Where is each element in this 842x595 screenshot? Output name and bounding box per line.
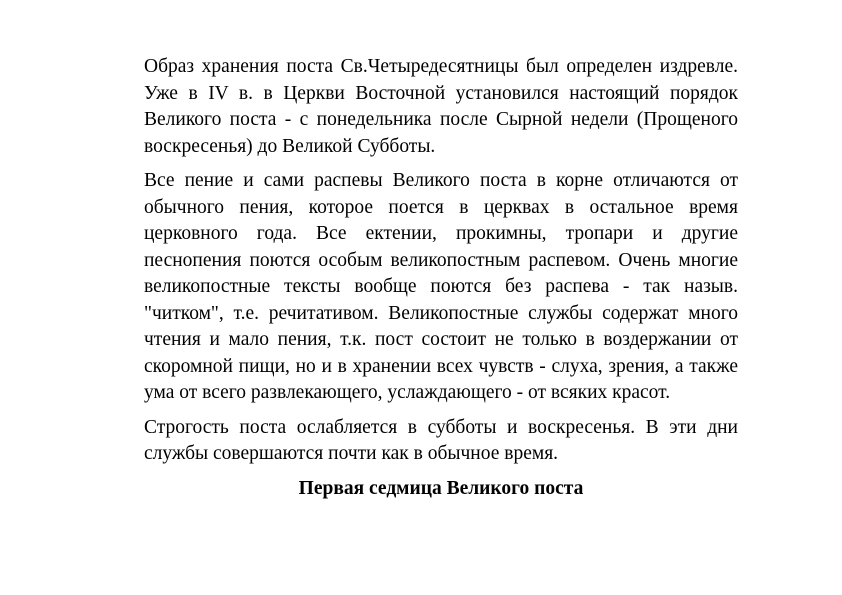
document-body	[144, 54, 738, 502]
paragraph-lent-chant: Все пение и сами распевы Великого поста в корне отличаются от обычного пения, которое поется в церквах в остальное время церковного года. Все ектении, прокимны, тропари и другие песнопения поются особым великопостным распевом. Очень многие великопостные тексты вообще поются без распева - так назыв. "читком", т.е. речитативом. Великопостные службы содержат много чтения и мало пения, т.к. пост состоит не только в воздержании от скоромной пищи, но и в хранении всех чувств - слуха, зрения, а также ума от всего развлекающего, услаждающего - от всяких красот.	[144, 170, 738, 403]
paragraph-lent-history: Образ хранения поста Св.Четыредесятницы был определен издревле. Уже в IV в. в Церкви Восточной установился настоящий порядок Великого поста - с понедельника после Сырной недели (Прощеного воскресенья) до Великой Субботы.	[144, 56, 738, 157]
paragraph-lent-weekends: Строгость поста ослабляется в субботы и воскресенья. В эти дни службы совершаются почти как в обычное время.	[144, 416, 738, 464]
section-heading: Первая седмица Великого поста	[298, 477, 584, 499]
